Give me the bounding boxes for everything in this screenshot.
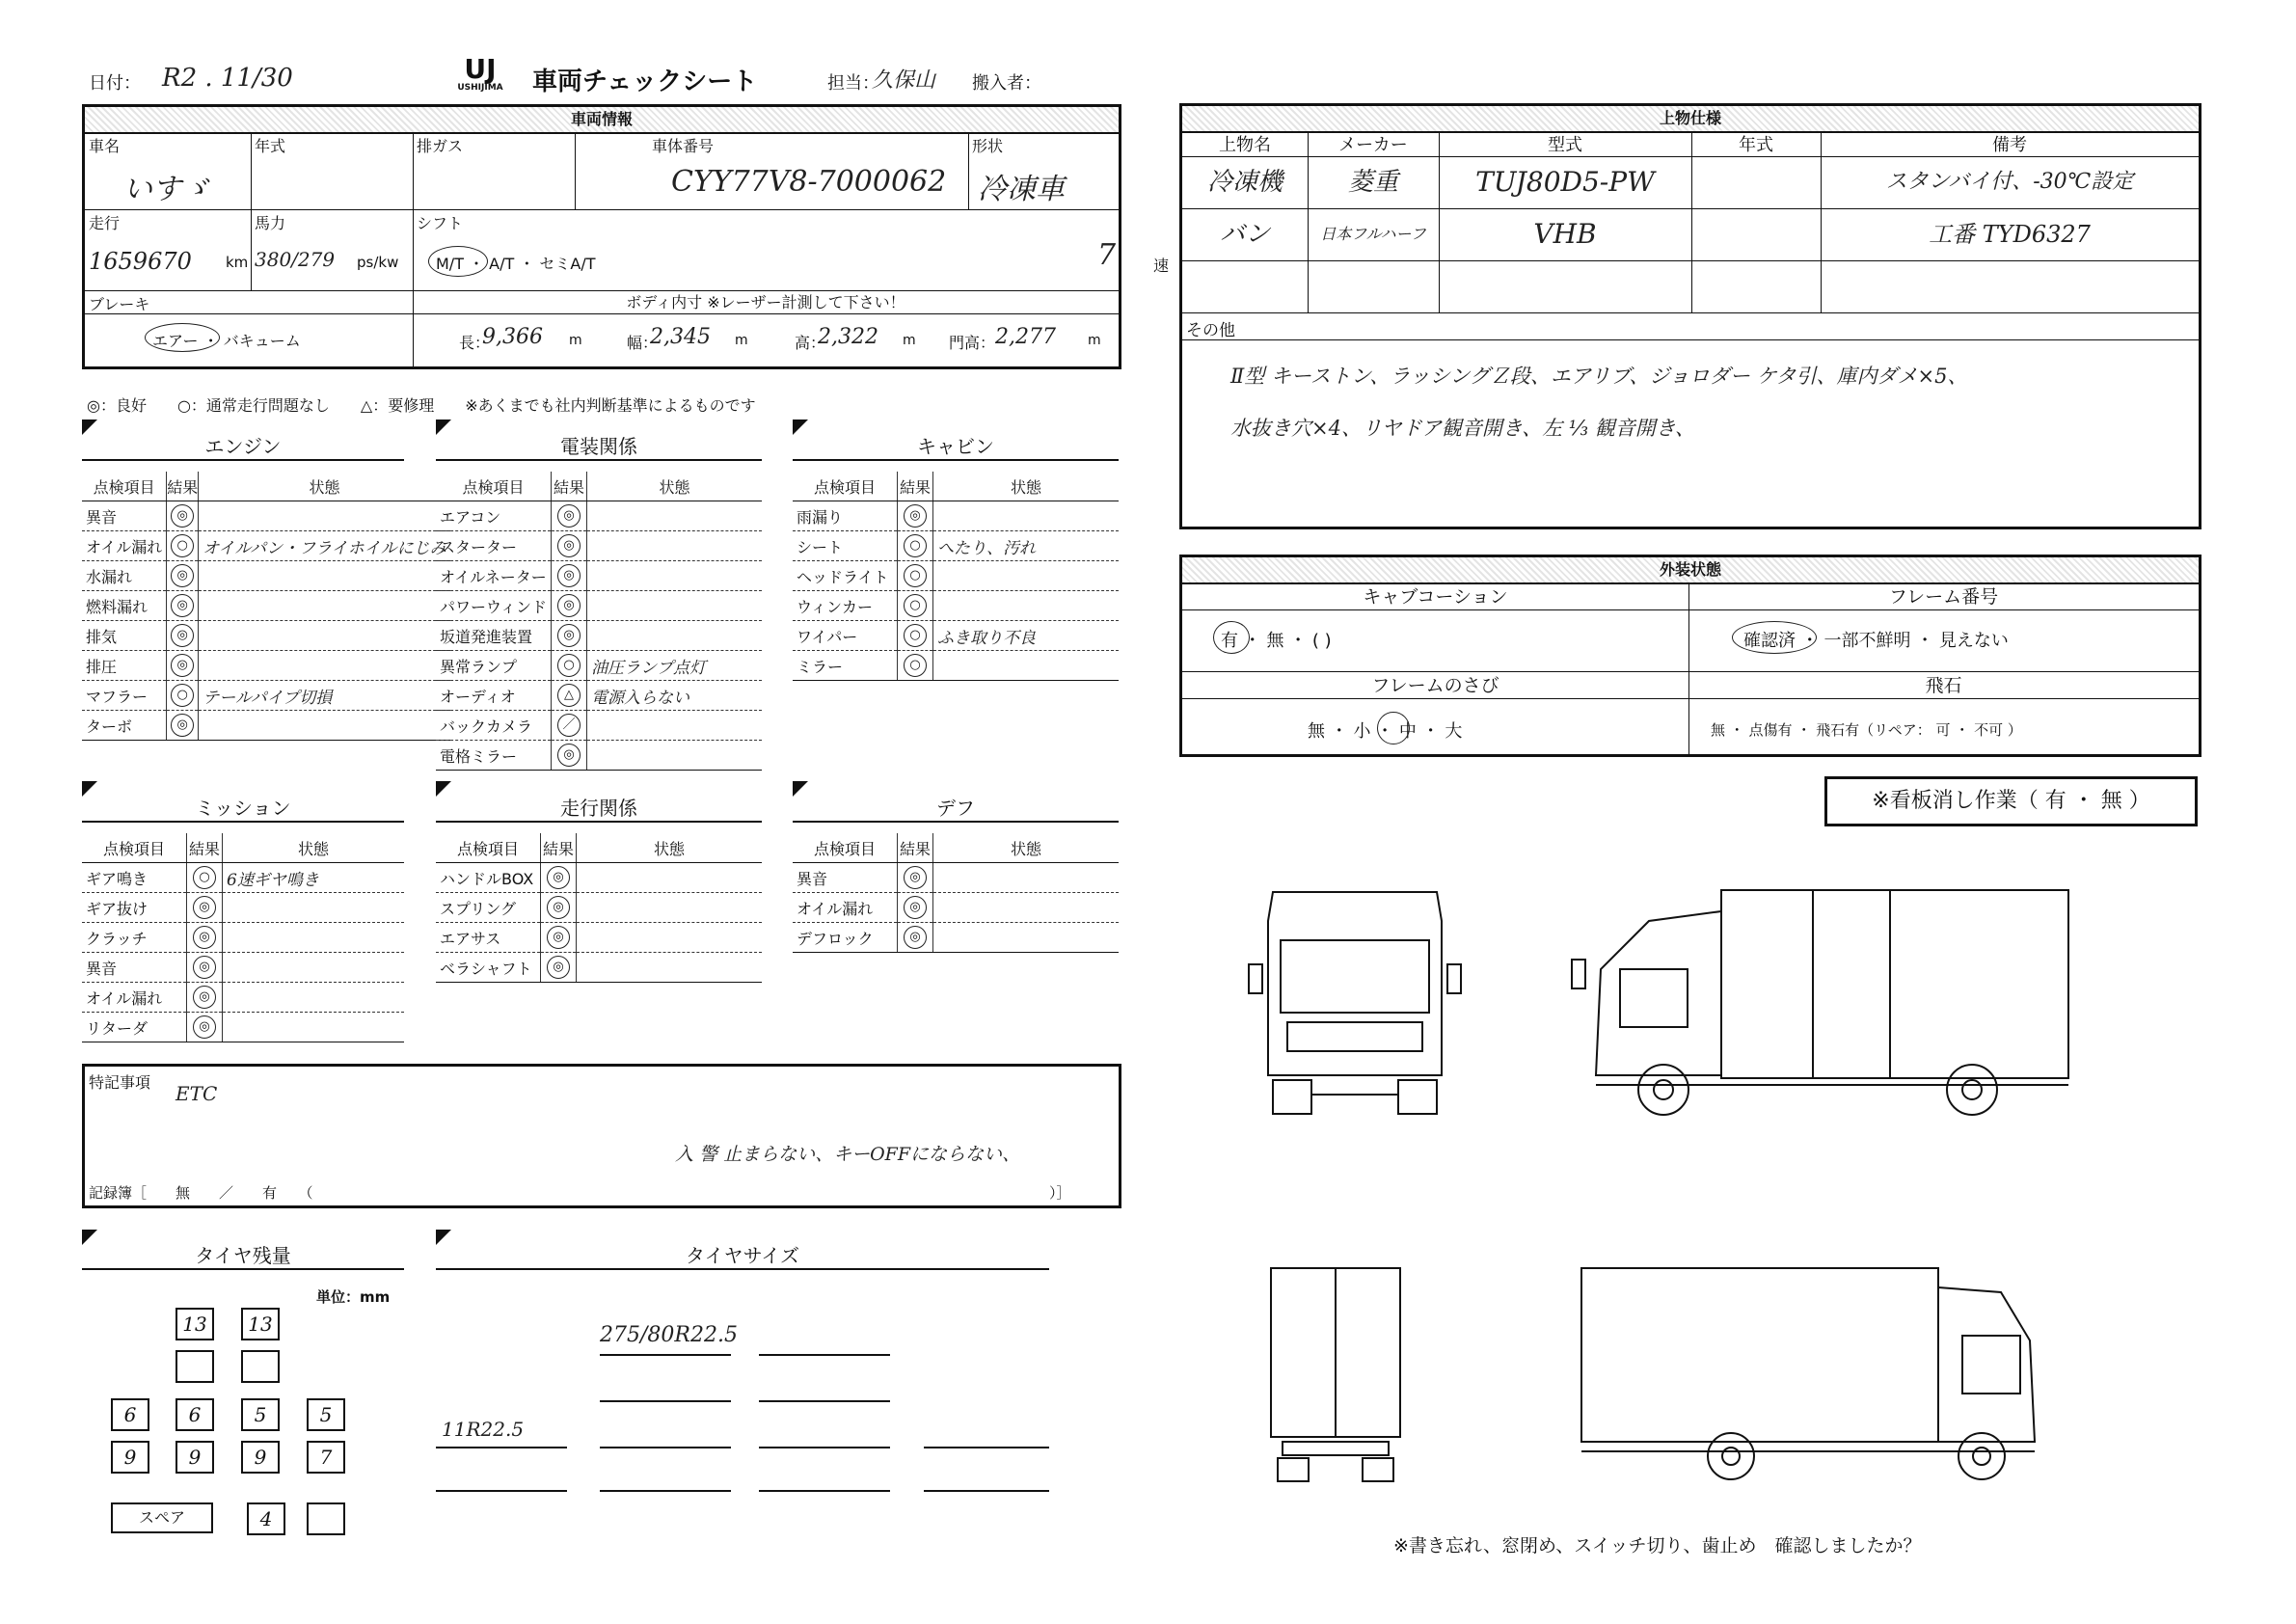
check-note — [587, 741, 762, 771]
section-title-drive: 走行関係 — [436, 793, 762, 823]
col-header-item: 点検項目 — [436, 472, 552, 501]
check-item-name: オイル漏れ — [82, 531, 167, 561]
rust-options: 無 ・ 小 ・ 中 ・ 大 — [1308, 721, 1463, 742]
check-row — [82, 651, 450, 681]
check-item-name: デフロック — [793, 923, 898, 953]
check-row — [436, 561, 762, 591]
check-result: ◎ — [904, 866, 927, 889]
check-note — [933, 923, 1120, 953]
tire-front-right: 13 — [241, 1308, 280, 1340]
check-note — [933, 651, 1120, 681]
section-title-diff: デフ — [793, 793, 1119, 823]
rating-legend: ◎：良好 ○：通常走行問題なし △：要修理 ※あくまでも社内判断基準によるものです — [87, 396, 756, 415]
upper-spec-panel — [1179, 103, 2201, 529]
check-note — [577, 863, 763, 893]
check-item-name: 異音 — [82, 501, 167, 531]
upper-cell — [1691, 156, 1822, 208]
col-header-state: 状態 — [933, 833, 1120, 863]
check-result: ◎ — [904, 926, 927, 949]
check-row — [436, 621, 762, 651]
check-item-name: 雨漏り — [793, 501, 898, 531]
check-row — [82, 863, 404, 893]
upper-cell: バン — [1182, 208, 1309, 260]
shift-label: シフト — [417, 214, 464, 232]
emission-label: 排ガス — [417, 137, 464, 155]
check-item-name: スターター — [436, 531, 552, 561]
check-note: テールパイプ切損 — [199, 681, 450, 711]
rust-label: フレームのさび — [1182, 671, 1688, 699]
check-result: ◎ — [171, 624, 194, 647]
check-result: ◎ — [557, 624, 581, 647]
check-row — [436, 711, 762, 741]
check-note — [577, 953, 763, 983]
check-result: ◎ — [904, 896, 927, 919]
check-result: ◎ — [193, 956, 216, 979]
page-title: 車両チェックシート — [532, 68, 758, 96]
check-note — [933, 863, 1120, 893]
check-result: ◎ — [547, 926, 570, 949]
other-label: その他 — [1186, 321, 1235, 340]
wid-unit: m — [735, 333, 748, 348]
year-label: 年式 — [255, 137, 286, 155]
check-table-drive — [436, 833, 762, 983]
person-label: 担当： — [827, 73, 879, 94]
check-item-name: クラッチ — [82, 923, 187, 953]
special-line-2: 入 警 止まらない、キーOFFにならない、 — [675, 1144, 1021, 1165]
check-row — [436, 651, 762, 681]
col-header-item: 点検項目 — [793, 472, 898, 501]
check-result: ◎ — [547, 956, 570, 979]
hgt-unit: m — [903, 333, 916, 348]
exterior-title: 外装状態 — [1182, 557, 2199, 584]
check-result: ◎ — [904, 504, 927, 528]
check-note: ふき取り不良 — [933, 621, 1120, 651]
upper-row — [1182, 156, 2199, 209]
col-header-res: 結果 — [187, 833, 223, 863]
check-note: 6速ギヤ鳴き — [223, 863, 405, 893]
check-row — [436, 893, 762, 923]
check-note — [587, 561, 762, 591]
check-note — [933, 501, 1120, 531]
check-note: オイルパン・フライホイルにじみ — [199, 531, 450, 561]
check-result: ◎ — [557, 744, 581, 767]
check-result: ○ — [171, 684, 194, 707]
check-row — [82, 591, 450, 621]
tire-rear1-outer-right: 5 — [307, 1398, 345, 1431]
check-result: ◎ — [547, 866, 570, 889]
check-note — [587, 531, 762, 561]
shift-options: M/T ・ A/T ・ セミA/T — [436, 255, 596, 273]
power-unit: ps/kw — [357, 254, 399, 271]
upper-cell: スタンバイ付、-30℃設定 — [1885, 170, 2134, 194]
col-header-res: 結果 — [541, 833, 577, 863]
hgt-value: 2,322 — [818, 325, 878, 349]
hgt-label: 高： — [795, 334, 826, 352]
col-model: 型式 — [1439, 131, 1692, 156]
check-item-name: ベラシャフト — [436, 953, 541, 983]
upper-cell: 菱重 — [1308, 156, 1440, 208]
other-line-2: 水抜き穴×4、リヤドア観音開き、左 ⅓ 観音開き、 — [1230, 417, 1695, 440]
check-table-cabin — [793, 472, 1119, 681]
check-note — [587, 711, 762, 741]
check-note — [577, 923, 763, 953]
mileage-unit: km — [226, 254, 249, 271]
check-result: ◎ — [171, 594, 194, 617]
check-item-name: オーディオ — [436, 681, 552, 711]
truck-side-view-left — [1562, 882, 2083, 1119]
check-result: ◎ — [557, 534, 581, 557]
check-result: ○ — [904, 564, 927, 587]
check-item-name: ヘッドライト — [793, 561, 898, 591]
check-row — [793, 893, 1119, 923]
upper-spec-title: 上物仕様 — [1182, 106, 2199, 133]
tire-rear1-inner-right: 5 — [241, 1398, 280, 1431]
check-result: ◎ — [557, 564, 581, 587]
check-note — [199, 591, 450, 621]
tire-size-rear: 11R22.5 — [442, 1418, 525, 1441]
check-row — [793, 923, 1119, 953]
check-row — [436, 501, 762, 531]
check-row — [793, 591, 1119, 621]
chip-label: 飛石 — [1688, 671, 2199, 699]
check-item-name: ハンドルBOX — [436, 863, 541, 893]
check-row — [436, 923, 762, 953]
special-label: 特記事項 — [89, 1073, 151, 1092]
name-value: いすゞ — [123, 173, 210, 206]
check-row — [82, 531, 450, 561]
upper-cell: TUJ80D5-PW — [1439, 156, 1692, 208]
check-item-name: パワーウィンド — [436, 591, 552, 621]
check-note — [587, 591, 762, 621]
col-header-state: 状態 — [223, 833, 405, 863]
check-item-name: 異常ランプ — [436, 651, 552, 681]
check-table-engine — [82, 472, 446, 741]
tire-row2-right — [241, 1350, 280, 1383]
check-result: ◎ — [171, 564, 194, 587]
check-row — [793, 531, 1119, 561]
check-row — [82, 561, 450, 591]
chip-options: 無 ・ 点傷有 ・ 飛石有（リペア： 可 ・ 不可 ） — [1711, 721, 2022, 739]
tire-spare-2 — [307, 1502, 345, 1535]
gears-value: 7 — [1097, 238, 1117, 272]
check-result: ○ — [904, 534, 927, 557]
check-row — [793, 863, 1119, 893]
col-header-res: 結果 — [898, 472, 933, 501]
special-line-1: ETC — [176, 1082, 218, 1105]
check-row — [793, 501, 1119, 531]
door-unit: m — [1088, 333, 1101, 348]
check-result: △ — [557, 684, 581, 707]
check-item-name: 坂道発進装置 — [436, 621, 552, 651]
mileage-label: 走行 — [89, 214, 121, 232]
check-item-name: バックカメラ — [436, 711, 552, 741]
check-row — [82, 923, 404, 953]
frame-selected-circle — [1732, 621, 1817, 654]
upper-cell — [1691, 208, 1822, 260]
cab-caution-options: 有 ・ 無 ・ ( ) — [1221, 631, 1332, 651]
check-result: ◎ — [547, 896, 570, 919]
col-header-state: 状態 — [577, 833, 763, 863]
check-note — [223, 923, 405, 953]
section-title-mission: ミッション — [82, 793, 404, 823]
len-value: 9,366 — [482, 325, 543, 349]
col-header-state: 状態 — [933, 472, 1120, 501]
check-note — [933, 893, 1120, 923]
col-header-res: 結果 — [898, 833, 933, 863]
check-note — [577, 893, 763, 923]
check-result: ○ — [193, 866, 216, 889]
check-note — [587, 621, 762, 651]
check-row — [82, 1013, 404, 1042]
power-label: 馬力 — [255, 214, 286, 232]
chassis-value: CYY77V8-7000062 — [671, 165, 947, 199]
check-item-name: ワイパー — [793, 621, 898, 651]
upper-cell: 冷凍機 — [1182, 156, 1309, 208]
check-note — [199, 651, 450, 681]
logo — [453, 53, 507, 93]
section-title-cabin: キャビン — [793, 431, 1119, 461]
truck-side-view-right — [1577, 1263, 2117, 1485]
rust-selected-circle — [1377, 712, 1410, 744]
check-table-electric — [436, 472, 762, 771]
len-unit: m — [569, 333, 582, 348]
check-note — [223, 893, 405, 923]
check-row — [436, 863, 762, 893]
check-result: ◎ — [171, 654, 194, 677]
check-note — [199, 561, 450, 591]
check-item-name: リターダ — [82, 1013, 187, 1042]
check-row — [82, 953, 404, 983]
check-item-name: 異音 — [82, 953, 187, 983]
tire-rear1-outer-left: 6 — [111, 1398, 149, 1431]
check-row — [436, 953, 762, 983]
logo-text: USHIJIMA — [457, 83, 503, 93]
check-row — [793, 561, 1119, 591]
date-value: R2 . 11/30 — [162, 64, 293, 93]
check-note: へたり、汚れ — [933, 531, 1120, 561]
frame-no-options: 確認済 ・ 一部不鮮明 ・ 見えない — [1743, 631, 2009, 651]
col-header-state: 状態 — [587, 472, 762, 501]
check-result: ◎ — [171, 714, 194, 737]
exterior-panel — [1179, 555, 2201, 757]
other-line-1: Ⅱ型 キーストン、ラッシングＺ段、エアリブ、ジョロダー ケタ引、庫内ダメ×5、 — [1230, 365, 1968, 388]
check-result: ○ — [171, 534, 194, 557]
col-header-item: 点検項目 — [793, 833, 898, 863]
col-upper-name: 上物名 — [1182, 131, 1309, 156]
check-note — [933, 561, 1120, 591]
check-table-mission — [82, 833, 404, 1042]
date-label: 日付： — [89, 73, 141, 94]
upper-cell: 日本フルハーフ — [1308, 208, 1440, 260]
check-result: ○ — [904, 654, 927, 677]
check-item-name: ウィンカー — [793, 591, 898, 621]
cab-caution-label: キャブコーション — [1182, 582, 1688, 610]
check-row — [82, 681, 450, 711]
vehicle-info-title: 車両情報 — [85, 107, 1119, 134]
truck-front-view — [1244, 882, 1466, 1119]
tire-unit: 単位：mm — [316, 1288, 391, 1306]
check-row — [82, 711, 450, 741]
col-header-res: 結果 — [167, 472, 199, 501]
check-note — [587, 501, 762, 531]
carrier-label: 搬入者： — [972, 73, 1041, 94]
col-maker: メーカー — [1308, 131, 1440, 156]
check-item-name: マフラー — [82, 681, 167, 711]
check-item-name: シート — [793, 531, 898, 561]
gears-unit: 速 — [1153, 257, 1170, 275]
logo-mark: UJ — [464, 53, 497, 85]
check-result: ○ — [904, 624, 927, 647]
tire-row2-left — [176, 1350, 214, 1383]
wid-label: 幅： — [627, 334, 659, 352]
check-item-name: 電格ミラー — [436, 741, 552, 771]
check-item-name: ターボ — [82, 711, 167, 741]
check-result: ◎ — [193, 926, 216, 949]
section-title-electric: 電装関係 — [436, 431, 762, 461]
check-item-name: ギア抜け — [82, 893, 187, 923]
upper-row — [1182, 208, 2199, 261]
check-item-name: エアコン — [436, 501, 552, 531]
check-item-name: ギア鳴き — [82, 863, 187, 893]
col-header-state: 状態 — [199, 472, 450, 501]
col-remarks: 備考 — [1992, 135, 2027, 155]
check-note — [223, 953, 405, 983]
door-value: 2,277 — [995, 325, 1056, 349]
person-value: 久保山 — [872, 68, 936, 93]
len-label: 長： — [459, 334, 491, 352]
check-result: ○ — [904, 594, 927, 617]
check-item-name: ミラー — [793, 651, 898, 681]
signboard-box: ※看板消し作業（ 有 ・ 無 ） — [1824, 776, 2198, 826]
upper-cell: 工番 TYD6327 — [1929, 221, 2091, 248]
check-note — [223, 983, 405, 1013]
check-item-name: 排気 — [82, 621, 167, 651]
tire-spare-1: 4 — [247, 1502, 285, 1535]
wid-value: 2,345 — [650, 325, 711, 349]
shift-selected-circle — [428, 246, 488, 277]
check-result: ○ — [557, 654, 581, 677]
name-label: 車名 — [89, 137, 121, 155]
tire-remain-title: タイヤ残量 — [82, 1240, 404, 1270]
check-note — [223, 1013, 405, 1042]
power-value: 380/279 — [255, 248, 336, 271]
chassis-label: 車体番号 — [652, 137, 715, 155]
record-book-label: 記録簿［ 無 ／ 有 （ — [89, 1184, 313, 1202]
col-header-item: 点検項目 — [436, 833, 541, 863]
check-note — [199, 501, 450, 531]
brake-selected-circle — [145, 323, 220, 352]
check-result: ◎ — [193, 1015, 216, 1039]
upper-cell: VHB — [1439, 208, 1692, 260]
check-row — [436, 741, 762, 771]
spare-label: スペア — [111, 1502, 213, 1533]
tire-size-front: 275/80R22.5 — [600, 1323, 738, 1347]
tire-rear2-outer-left: 9 — [111, 1441, 149, 1474]
check-row — [436, 681, 762, 711]
check-row — [793, 651, 1119, 681]
tire-front-left: 13 — [176, 1308, 214, 1340]
check-result: ◎ — [557, 504, 581, 528]
mileage-value: 1659670 — [89, 248, 192, 275]
col-year: 年式 — [1691, 131, 1822, 156]
check-item-name: スプリング — [436, 893, 541, 923]
check-result: ◎ — [193, 896, 216, 919]
check-row — [82, 621, 450, 651]
record-book-end: ）］ — [1049, 1184, 1071, 1202]
cab-selected-circle — [1213, 621, 1250, 654]
brake-options: エアー ・ バキューム — [152, 332, 301, 350]
special-notes-panel — [82, 1064, 1121, 1208]
door-label: 門高： — [949, 334, 996, 352]
col-header-item: 点検項目 — [82, 472, 167, 501]
check-row — [436, 591, 762, 621]
check-row — [82, 983, 404, 1013]
tire-size-title: タイヤサイズ — [436, 1240, 1049, 1270]
shape-label: 形状 — [972, 137, 1004, 155]
check-item-name: 排圧 — [82, 651, 167, 681]
check-row — [82, 893, 404, 923]
frame-no-label: フレーム番号 — [1688, 582, 2199, 610]
vehicle-info-panel — [82, 104, 1170, 369]
check-result: ◎ — [557, 594, 581, 617]
brake-label: ブレーキ — [89, 295, 150, 313]
check-result: ◎ — [171, 504, 194, 528]
tire-rear1-inner-left: 6 — [176, 1398, 214, 1431]
check-note: 電源入らない — [587, 681, 762, 711]
check-row — [793, 621, 1119, 651]
check-note — [199, 621, 450, 651]
check-note: 油圧ランプ点灯 — [587, 651, 762, 681]
check-item-name: エアサス — [436, 923, 541, 953]
check-item-name: 水漏れ — [82, 561, 167, 591]
tire-rear2-outer-right: 7 — [307, 1441, 345, 1474]
tire-rear2-inner-left: 9 — [176, 1441, 214, 1474]
check-item-name: 燃料漏れ — [82, 591, 167, 621]
check-note — [933, 591, 1120, 621]
section-title-engine: エンジン — [82, 431, 404, 461]
shape-value: 冷凍車 — [978, 173, 1065, 206]
check-item-name: オイル漏れ — [793, 893, 898, 923]
check-item-name: オイルネーター — [436, 561, 552, 591]
tire-rear2-inner-right: 9 — [241, 1441, 280, 1474]
col-header-item: 点検項目 — [82, 833, 187, 863]
check-note — [199, 711, 450, 741]
col-header-res: 結果 — [552, 472, 587, 501]
check-result: ◎ — [193, 986, 216, 1009]
check-row — [436, 531, 762, 561]
check-row — [82, 501, 450, 531]
upper-row — [1182, 260, 2199, 313]
footer-reminder: ※書き忘れ、窓閉め、スイッチ切り、歯止め 確認しましたか？ — [1393, 1535, 1922, 1556]
check-result: ／ — [557, 714, 581, 737]
check-item-name: オイル漏れ — [82, 983, 187, 1013]
truck-rear-view — [1263, 1263, 1408, 1485]
body-dim-label: ボディ内寸 ※レーザー計測して下さい！ — [413, 290, 1119, 314]
check-table-diff — [793, 833, 1119, 953]
check-item-name: 異音 — [793, 863, 898, 893]
